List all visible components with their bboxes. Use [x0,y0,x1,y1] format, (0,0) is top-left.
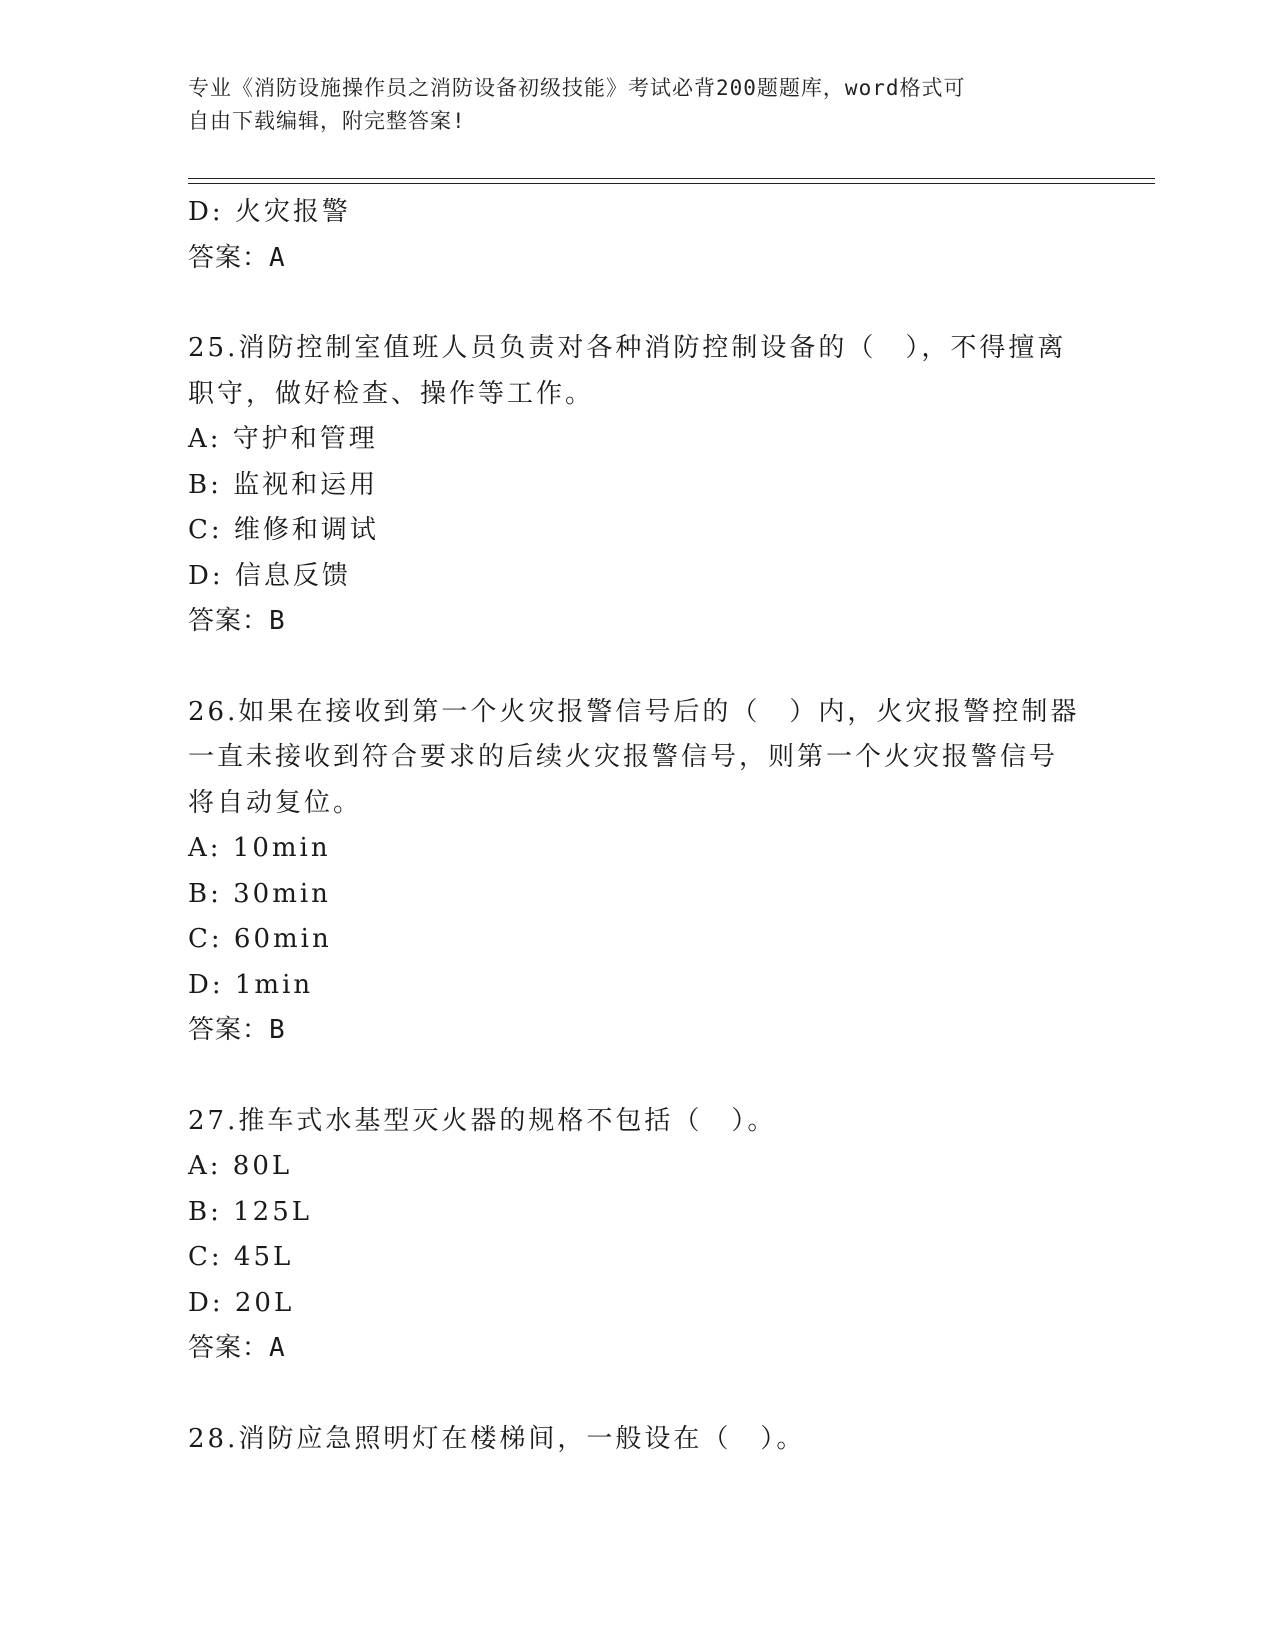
option-c: C: 60min [188,924,332,954]
option-c: C: 维修和调试 [188,515,379,545]
answer-line: 答案：A [188,1333,286,1363]
question-list [188,190,1088,1462]
document-header [188,72,1088,138]
option-a: A: 守护和管理 [188,424,378,454]
option-a: A: 10min [188,833,331,863]
option-a: A: 80L [188,1151,293,1181]
question-27 [188,1099,1088,1372]
question-stem-line: 27.推车式水基型灭火器的规格不包括（ ）。 [188,1105,777,1136]
option-d: D: 1min [188,969,314,1000]
option-c: C: 45L [188,1242,294,1272]
header-line-2: 自由下载编辑，附完整答案! [188,109,466,133]
question-25 [188,326,1088,645]
header-line-1: 专业《消防设施操作员之消防设备初级技能》考试必背200题题库，word格式可 [188,76,966,100]
option-b: B: 监视和运用 [188,469,379,500]
question-stem-line: 25.消防控制室值班人员负责对各种消防控制设备的（ ），不得擅离 [188,333,1067,363]
option-b: B: 125L [188,1196,313,1227]
question-stem-line: 将自动复位。 [188,787,363,818]
answer-line: 答案：A [188,242,286,273]
question-stem-line: 一直未接收到符合要求的后续火灾报警信号，则第一个火灾报警信号 [188,742,1059,772]
spacer [188,1372,1088,1417]
header-divider-top [188,178,1155,179]
option-d: D: 20L [188,1287,295,1318]
option-d: D: 火灾报警 [188,197,351,227]
answer-line: 答案：B [188,606,286,636]
option-b: B: 30min [188,878,331,909]
spacer [188,645,1088,690]
question-stem-line: 职守，做好检查、操作等工作。 [188,378,595,409]
question-stem-line: 28.消防应急照明灯在楼梯间，一般设在（ ）。 [188,1423,806,1454]
question-26 [188,690,1088,1054]
answer-line: 答案：B [188,1015,286,1045]
question-28 [188,1417,1088,1463]
spacer [188,1054,1088,1099]
question-stem-line: 26.如果在接收到第一个火灾报警信号后的（ ）内，火灾报警控制器 [188,696,1080,727]
option-d: D: 信息反馈 [188,560,351,591]
header-divider-bottom [188,183,1155,184]
spacer [188,281,1088,326]
